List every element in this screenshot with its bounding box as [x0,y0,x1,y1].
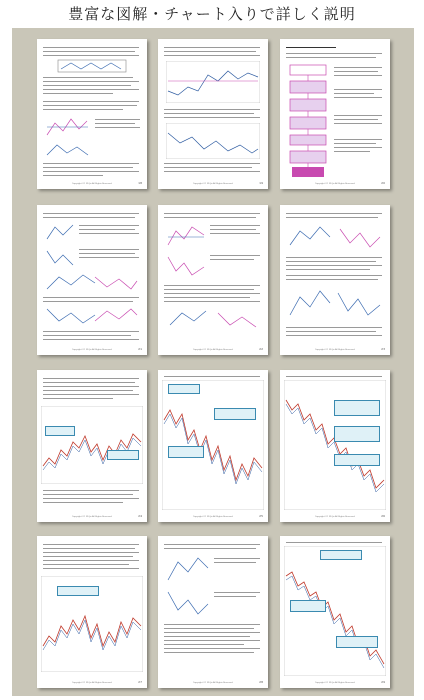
page-thumbnail[interactable] [280,370,390,522]
pattern-diagram [45,141,90,159]
page-footer: Copyright (C) FX-Jin All Rights Reserved. [192,183,234,185]
page-footer: Copyright (C) FX-Jin All Rights Reserved. [314,682,356,684]
page-footer: Copyright (C) FX-Jin All Rights Reserved. [192,516,234,518]
page-thumbnail[interactable] [37,370,147,522]
chart-callout [320,550,362,560]
pattern-diagram [45,305,139,327]
page-footer: Copyright (C) FX-Jin All Rights Reserved. [71,183,113,185]
pattern-diagram [166,223,206,249]
page-thumbnail[interactable] [158,370,268,522]
page-thumbnail[interactable] [280,205,390,355]
chart-callout [57,586,99,596]
page-footer: Copyright (C) FX-Jin All Rights Reserved. [314,183,356,185]
page-thumbnail[interactable] [158,205,268,355]
page-footer: Copyright (C) FX-Jin All Rights Reserved. [314,516,356,518]
page-number: 25 [259,514,263,518]
candlestick-chart [162,380,264,510]
price-chart [166,61,260,103]
page-thumbnail[interactable] [37,205,147,355]
page-thumbnail[interactable] [158,536,268,688]
candlestick-chart [41,406,143,484]
page-number: 24 [138,514,142,518]
chart-callout [107,450,139,460]
page-footer: Copyright (C) FX-Jin All Rights Reserved. [71,516,113,518]
flowchart [288,63,328,179]
price-chart [166,123,260,159]
pattern-diagram [45,271,139,293]
chart-callout [334,400,380,416]
page-thumbnail[interactable] [280,536,390,688]
chart-callout [336,636,378,648]
page-number: 29 [381,680,385,684]
pattern-diagram [166,554,210,584]
pattern-diagram [288,223,382,251]
pattern-diagram [45,223,75,243]
chart-callout [214,408,256,420]
pattern-diagram [45,115,90,139]
page-thumbnail[interactable] [37,536,147,688]
pattern-diagram [166,253,206,279]
page-footer: Copyright (C) FX-Jin All Rights Reserved. [314,349,356,351]
chart-callout [168,446,204,458]
page-number: 28 [259,680,263,684]
page-number: 20 [381,181,385,185]
page-thumbnail[interactable] [158,39,268,189]
page-thumbnail[interactable] [280,39,390,189]
pattern-diagram [288,285,382,321]
page-number: 23 [381,347,385,351]
page-footer: Copyright (C) FX-Jin All Rights Reserved. [192,349,234,351]
page-number: 18 [138,181,142,185]
page-number: 22 [259,347,263,351]
pattern-diagram [166,588,210,618]
page-number: 26 [381,514,385,518]
page-footer: Copyright (C) FX-Jin All Rights Reserved. [71,349,113,351]
chart-callout [168,384,200,394]
pattern-diagram [45,247,75,267]
page-preview-board [12,28,414,696]
page-thumbnail[interactable] [37,39,147,189]
chart-callout [45,426,75,436]
chart-callout [290,600,326,612]
chart-callout [334,426,380,442]
page-footer: Copyright (C) FX-Jin All Rights Reserved. [71,682,113,684]
trend-diagram [57,59,127,73]
page-number: 21 [138,347,142,351]
page-number: 19 [259,181,263,185]
page-footer: Copyright (C) FX-Jin All Rights Reserved. [192,682,234,684]
chart-callout [334,454,380,466]
page-number: 27 [138,680,142,684]
pattern-diagram [166,307,260,331]
page-title: 豊富な図解・チャート入りで詳しく説明 [68,5,356,23]
